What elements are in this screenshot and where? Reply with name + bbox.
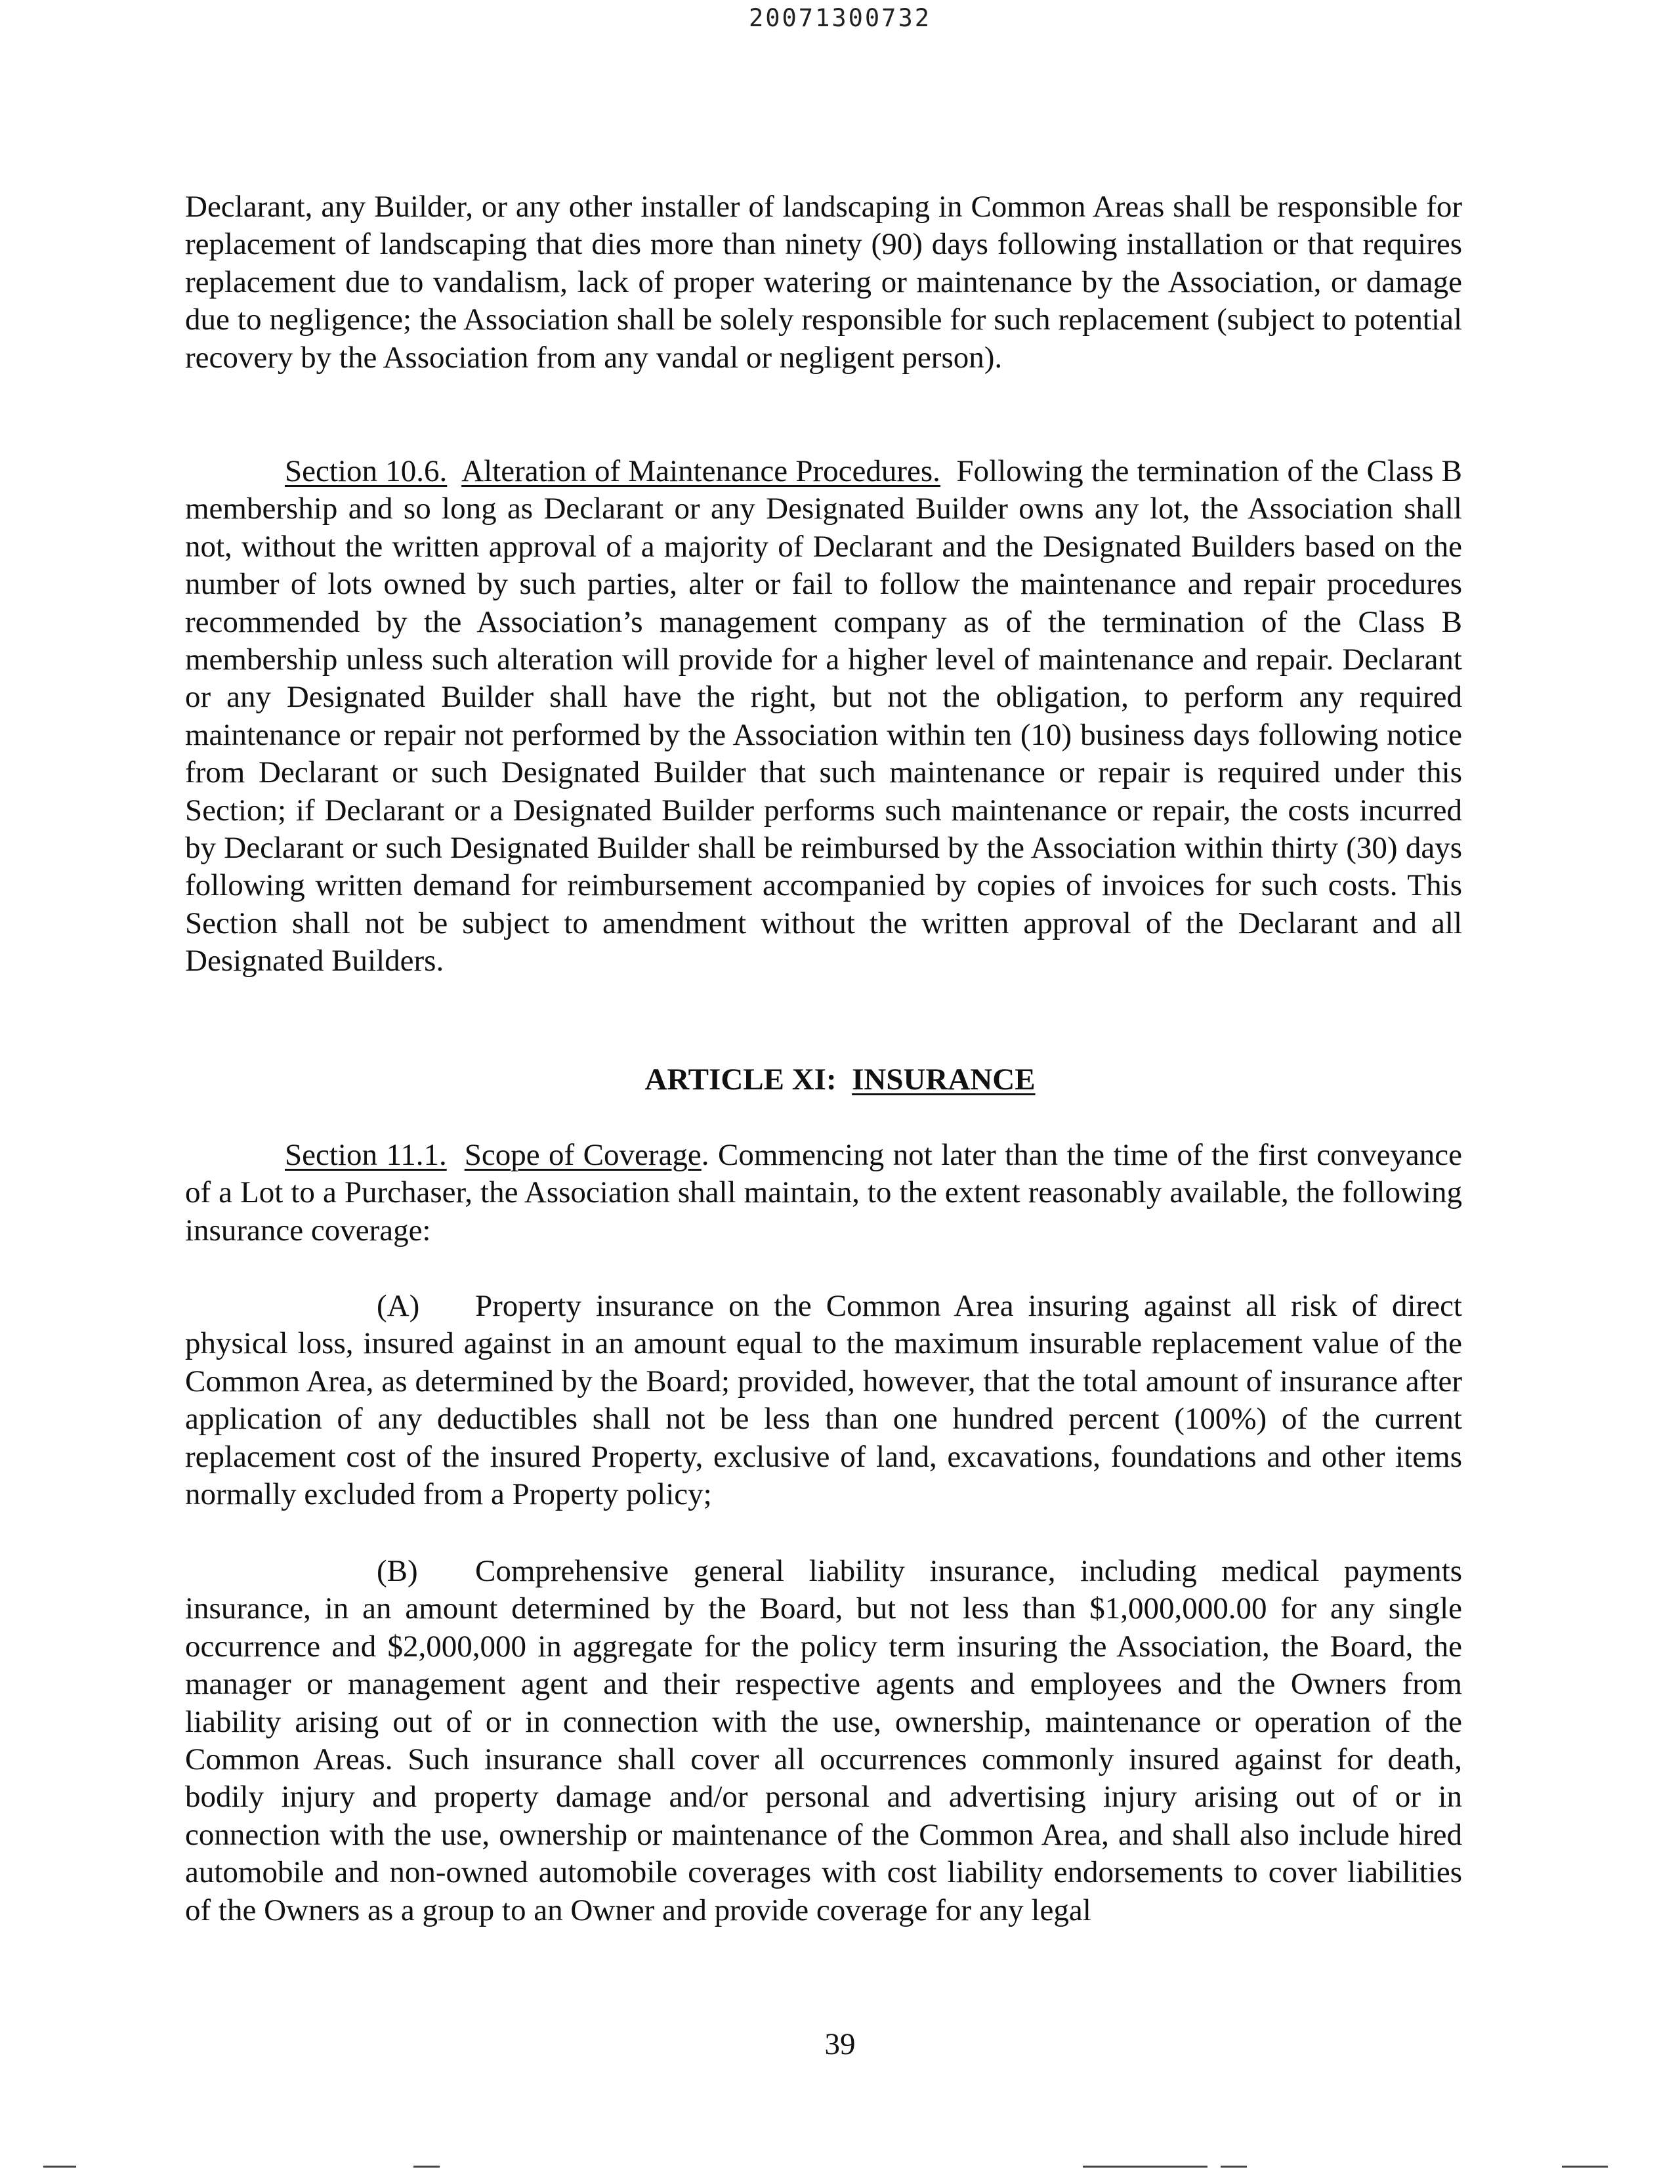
paragraph-section-11-1 — [185, 1137, 1462, 1250]
section-heading: Scope of Coverage — [464, 1138, 702, 1172]
scan-mark — [1221, 2166, 1247, 2168]
page-number: 39 — [824, 2027, 856, 2061]
paragraph-landscaping — [185, 188, 1462, 377]
paragraph-item-b — [185, 1553, 1462, 1929]
paragraph-item-a — [185, 1288, 1462, 1513]
paragraph-text: Comprehensive general liability insurance, including medical payments insurance, in an amount determined by the Board, but not less than $1,000,000.00 for any single occurrence and $2,000,000 in aggregate for the policy term insuring the Association, the Board, the manager or management agent and their respective agents and employees and the Owners from liability arising out of or in connection with the use, ownership, maintenance or operation of the Common Areas. Such insurance shall cover all occurrences commonly insured against for death, bodily injury and property damage and/or personal and advertising injury arising out of or in connection with the use, ownership or maintenance of the Common Area, and shall also include hired automobile and non-owned automobile coverages with cost liability endorsements to cover liabilities of the Owners as a group to an Owner and provide coverage for any legal — [185, 1554, 1462, 1927]
document-number: 20071300732 — [748, 4, 932, 32]
article-title: INSURANCE — [852, 1062, 1036, 1097]
section-label: Section 10.6. — [285, 454, 448, 488]
article-prefix: ARTICLE XI: — [644, 1062, 837, 1097]
scan-mark — [1083, 2166, 1208, 2168]
item-label: (B) — [377, 1554, 418, 1588]
paragraph-text: . Commencing not later than the time of the first conveyance of a Lot to a Purchaser, the Association shall maintain, to the extent reasonably available, the following insurance coverage: — [185, 1138, 1463, 1248]
scan-mark — [43, 2166, 76, 2168]
section-heading: Alteration of Maintenance Procedures. — [461, 454, 940, 488]
paragraph-section-10-6 — [185, 453, 1462, 980]
paragraph-text: Declarant, any Builder, or any other installer of landscaping in Common Areas shall be responsible for replacement of landscaping that dies more than ninety (90) days following installation or that requires replacement due to vandalism, lack of proper watering or maintenance by the Association, or damage due to negligence; the Association shall be solely responsible for such replacement (subject to potential recovery by the Association from any vandal or negligent person). — [185, 190, 1462, 375]
scan-artifacts — [0, 2166, 1680, 2184]
paragraph-text: Property insurance on the Common Area insuring against all risk of direct physical loss, insured against in an amount equal to the maximum insurable replacement value of the Common Area, as determined by the Board; provided, however, that the total amount of insurance after application of any deductibles shall not be less than one hundred percent (100%) of the current replacement cost of the insured Property, exclusive of land, excavations, foundations and other items normally excluded from a Property policy; — [185, 1289, 1462, 1512]
scan-mark — [1562, 2166, 1608, 2168]
paragraph-text: Following the termination of the Class B membership and so long as Declarant or any Designated Builder owns any lot, the Association shall not, without the written approval of a majority of Declarant and the Designated Builders based on the number of lots owned by such parties, alter or fail to follow the maintenance and repair procedures recommended by the Association’s management company as of the termination of the Class B membership unless such alteration will provide for a higher level of maintenance and repair. Declarant or any Designated Builder shall have the right, but not the obligation, to perform any required maintenance or repair not performed by the Association within ten (10) business days following notice from Declarant or such Designated Builder that such maintenance or repair is required under this Section; if Declarant or a Designated Builder performs such maintenance or repair, the costs incurred by Declarant or such Designated Builder shall be reimbursed by the Association within thirty (30) days following written demand for reimbursement accompanied by copies of invoices for such costs. This Section shall not be subject to amendment without the written approval of the Declarant and all Designated Builders. — [185, 454, 1462, 978]
article-heading — [0, 1062, 1680, 1097]
item-label: (A) — [377, 1289, 420, 1323]
section-label: Section 11.1. — [285, 1138, 447, 1172]
scan-mark — [413, 2166, 440, 2168]
